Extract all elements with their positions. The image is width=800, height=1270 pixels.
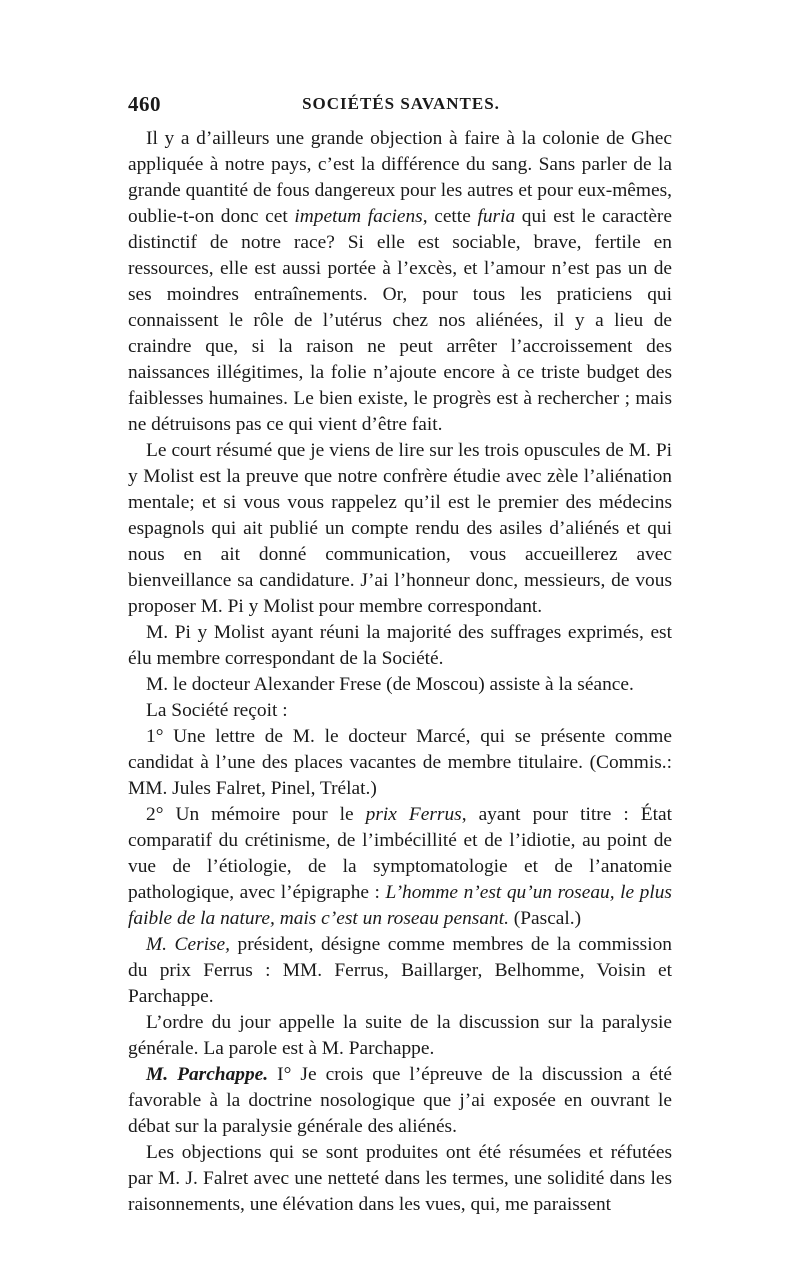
italic-run: M. Cerise, [146, 934, 230, 955]
italic-run: M. Parchappe. [146, 1064, 269, 1085]
italic-run: impetum faciens [294, 206, 423, 227]
running-title: SOCIÉTÉS SAVANTES. [302, 94, 500, 113]
text-run: Il y a d’ailleurs une grande objection à faire à la colonie de Ghec appliquée à notre pays, c’est la différence du sang. Sans parler de la grande quantité de fous dangereux pour les autres et pour eux-mêmes, oublie-t-on donc cet [128, 128, 672, 227]
text-run: 1° Une lettre de M. le docteur Marcé, qui se présente comme candidat à l’une des places vacantes de membre titulaire. (Commis.: MM. Jules Falret, Pinel, Trélat.) [128, 726, 672, 799]
paragraph [128, 620, 672, 672]
text-run: , cette [422, 206, 478, 227]
italic-run: L’homme n’est qu’un roseau, le plus faible de la nature, mais c’est un roseau pensant. [128, 882, 672, 929]
text-run: président, désigne comme membres de la commission du prix Ferrus : MM. Ferrus, Baillarger, Belhomme, Voisin et Parchappe. [128, 934, 672, 1007]
paragraph [128, 802, 672, 932]
page-number: 460 [128, 92, 161, 116]
paragraph [128, 724, 672, 802]
paragraph [128, 698, 672, 724]
text-run: Le court résumé que je viens de lire sur les trois opuscules de M. Pi y Molist est la preuve que notre confrère étudie avec zèle l’aliénation mentale; et si vous vous rappelez qu’il est le premier des médecins espagnols qui ait publié un compte rendu des asiles d’aliénés et qui nous en ait donné communication, vous accueillerez avec bienveillance sa candidature. J’ai l’honneur donc, messieurs, de vous proposer M. Pi y Molist pour membre correspondant. [128, 440, 672, 617]
page-header [128, 92, 674, 122]
italic-run: furia [477, 206, 516, 227]
paragraph [128, 1062, 672, 1140]
text-run: I° Je crois que l’épreuve de la discussion a été favorable à la doctrine nosologique que j’ai exposée en ouvrant le débat sur la paralysie générale des aliénés. [128, 1064, 672, 1137]
paragraph [128, 932, 672, 1010]
text-run: (Pascal.) [508, 908, 582, 929]
paragraph [128, 672, 672, 698]
text-run: qui est le caractère distinctif de notre race? Si elle est sociable, brave, fertile en ressources, elle est aussi portée à l’excès, et l’amour n’est pas un de ses moindres entraînements. Or, pour tous les praticiens qui connaissent le rôle de l’utérus chez nos aliénées, il y a lieu de craindre que, si la raison ne peut arrêter l’accroissement des naissances illégitimes, la folie n’ajoute encore à ce triste budget des faiblesses humaines. Le bien existe, le progrès est à rechercher ; mais ne détruisons pas ce qui vient d’être fait. [128, 206, 672, 435]
paragraph [128, 126, 672, 438]
text-run: M. Pi y Molist ayant réuni la majorité des suffrages exprimés, est élu membre correspondant de la Société. [128, 622, 672, 669]
text-run: Les objections qui se sont produites ont été résumées et réfutées par M. J. Falret avec une netteté dans les termes, une solidité dans les raisonnements, une élévation dans les vues, qui, me paraissent [128, 1142, 672, 1215]
paragraph [128, 1010, 672, 1062]
body-text [128, 126, 672, 1218]
text-run: 2° Un mémoire pour le [146, 804, 366, 825]
text-run: , ayant pour titre : État comparatif du crétinisme, de l’imbécillité et de l’idiotie, au point de vue de l’étiologie, de la symptomatologie et de l’anatomie pathologique, avec l’épigraphe : [128, 804, 673, 903]
italic-run: prix Ferrus [365, 804, 462, 825]
paragraph [128, 438, 672, 620]
text-run: M. le docteur Alexander Frese (de Moscou) assiste à la séance. [146, 674, 634, 695]
text-run: L’ordre du jour appelle la suite de la discussion sur la paralysie générale. La parole est à M. Parchappe. [128, 1012, 672, 1059]
text-run: La Société reçoit : [146, 700, 288, 721]
paragraph [128, 1140, 672, 1218]
